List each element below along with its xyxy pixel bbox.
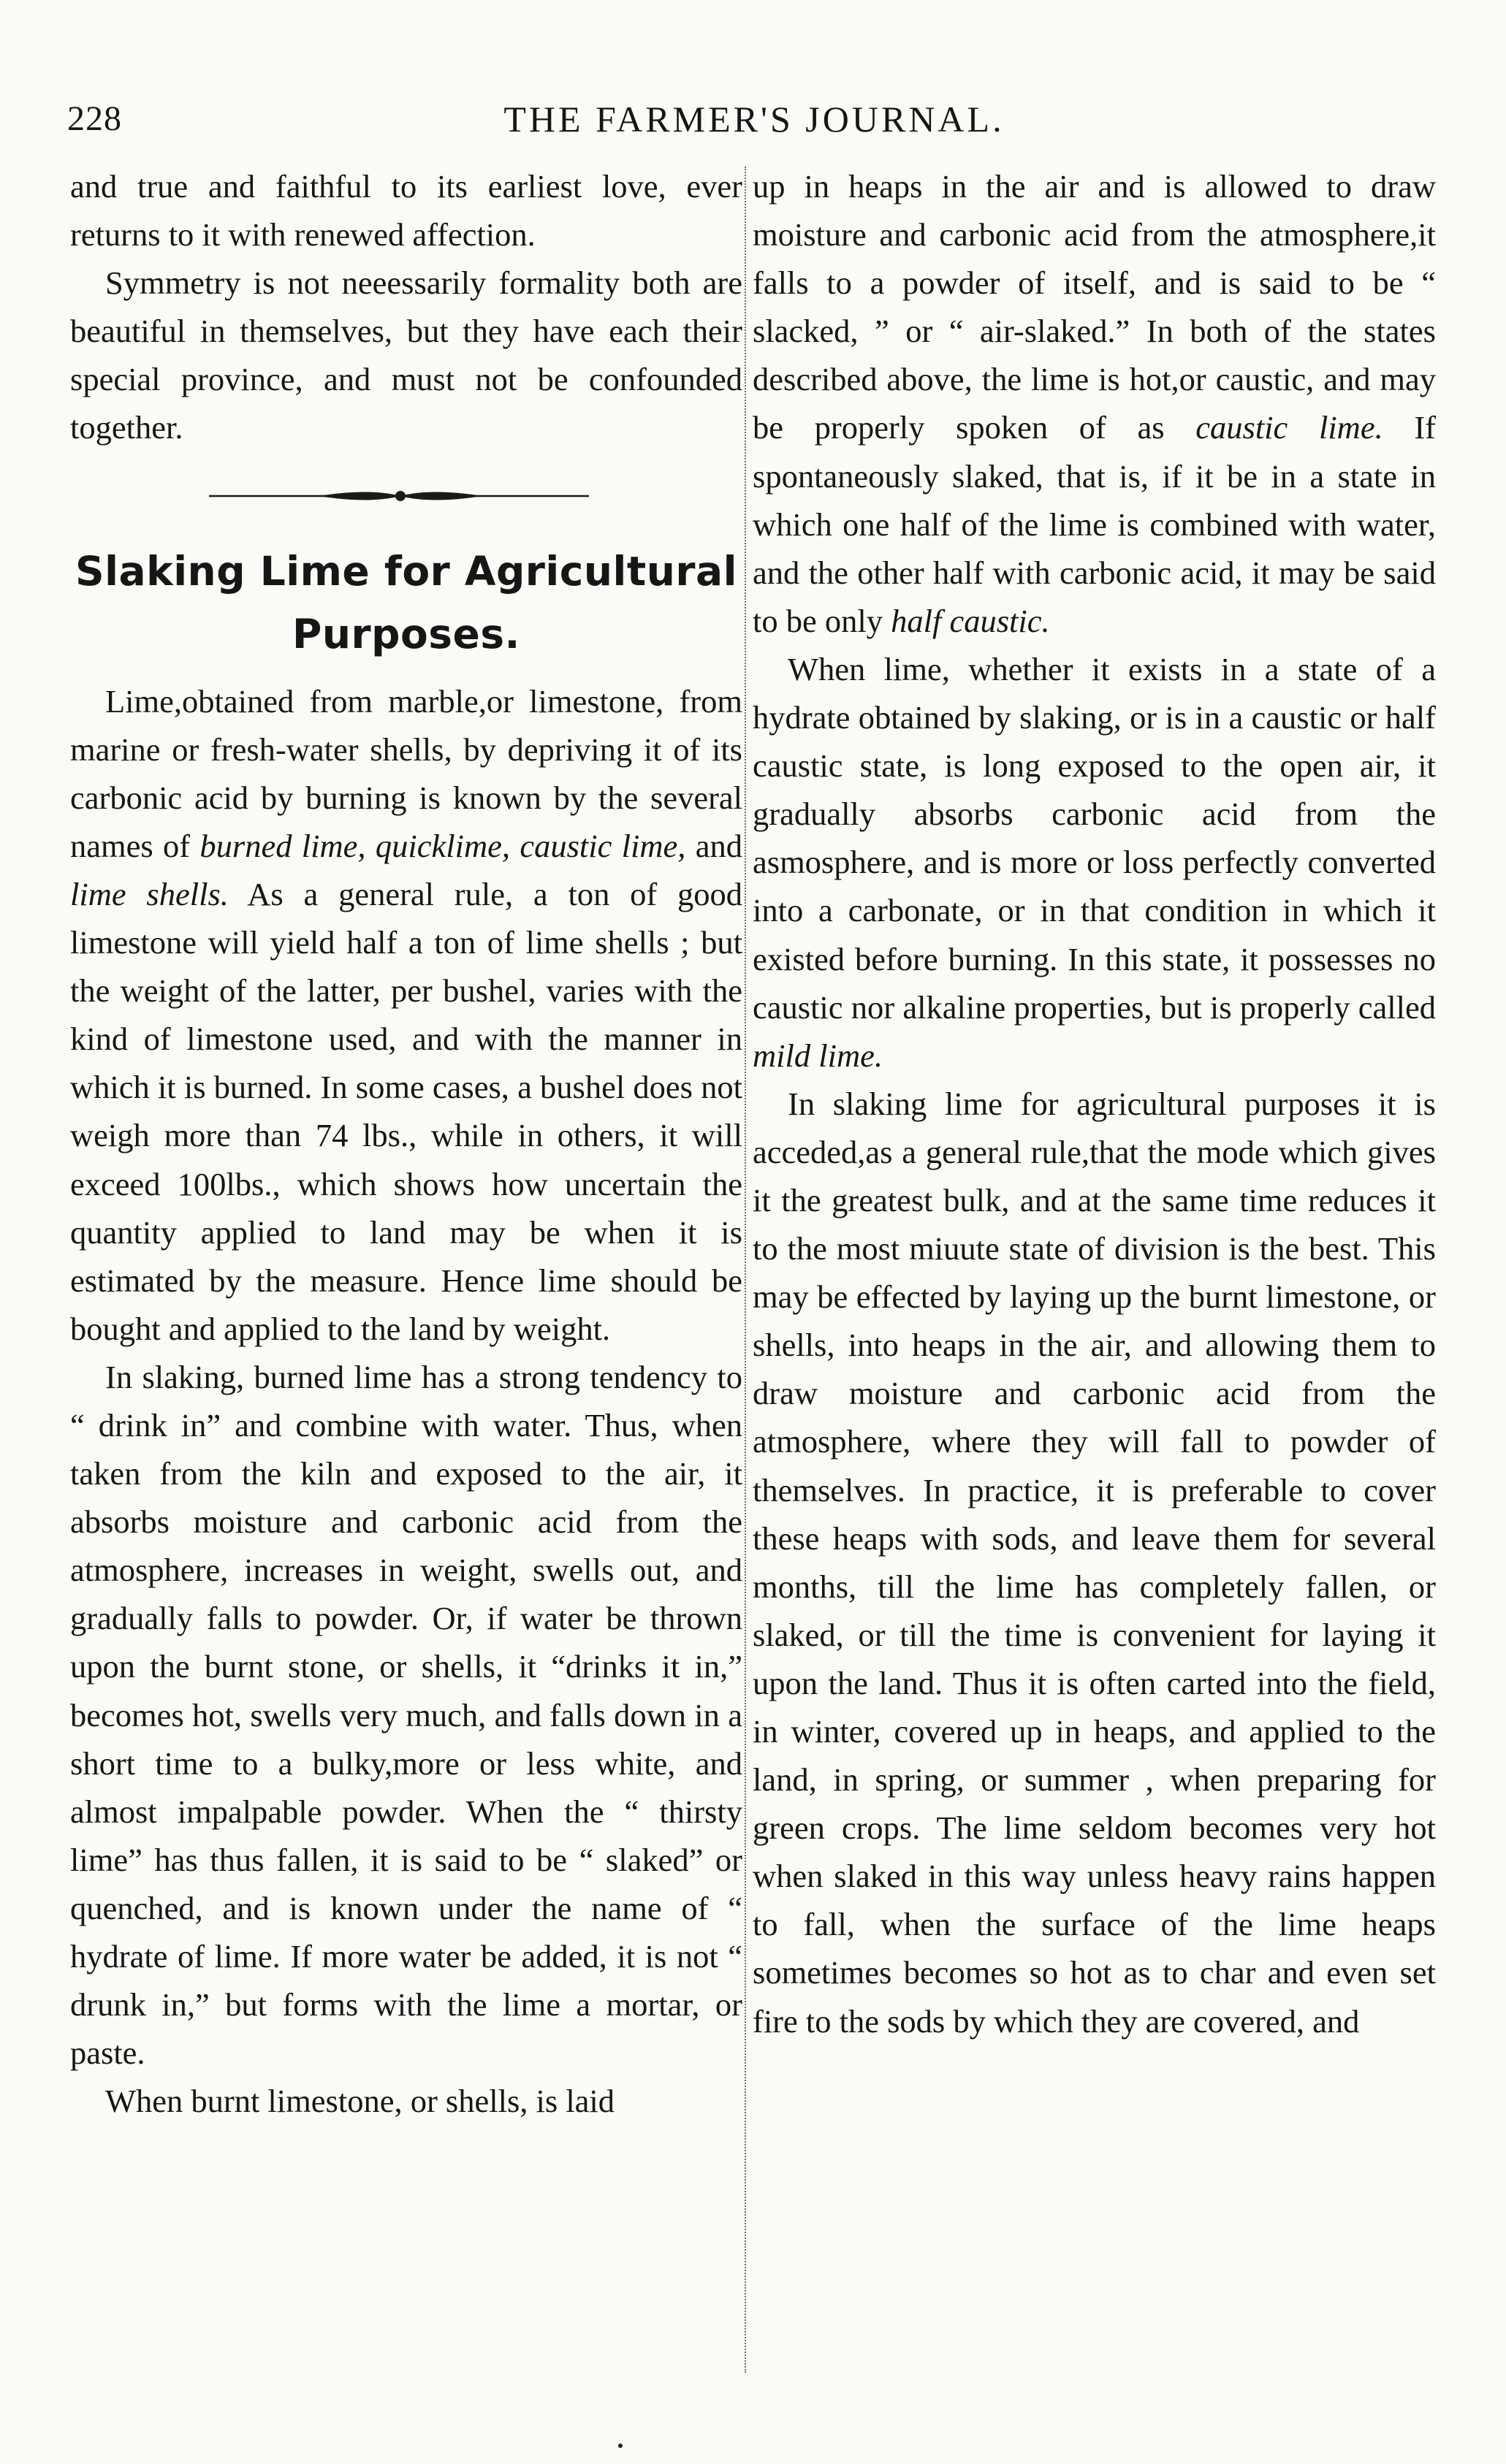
text-run: As a general rule, a ton of good limestone will yield half a ton of lime shells ; but the weight of the latter, per bushel, varies with the kind of limestone used, and with the manner in which it is burned. In some cases, a bushel does not weigh more than 74 lbs., while in others, it will exceed 100lbs., which shows how uncertain the quantity applied to land may be when it is estimated by the measure. Hence lime should be bought and applied to the land by weight.	[70, 875, 743, 1347]
page-header	[67, 94, 1441, 145]
paragraph-agricultural-slaking: In slaking lime for agricultural purposes it is acceded,as a general rule,that the mode which gives it the greatest bulk, and at the same time reduces it to the most miuute state of division is the best. This may be effected by laying up the burnt limestone, or shells, into heaps in the air, and allowing them to draw moisture and carbonic acid from the atmosphere, where they will fall to powder of themselves. In practice, it is preferable to cover these heaps with sods, and leave them for several months, till the lime has completely fallen, or slaked, or till the time is convenient for laying it upon the land. Thus it is often carted into the field, in winter, covered up in heaps, and applied to the land, in spring, or summer , when preparing for green crops. The lime seldom becomes very hot when slaked in this way unless heavy rains happen to fall, when the surface of the lime heaps sometimes becomes so hot as to char and even set fire to the sods by which they are covered, and	[753, 1085, 1436, 2040]
text-run: If spontaneously slaked, that is, if it be in a state in which one half of the lime is combined with water, and the other half with carbonic acid, it may be said to be only	[753, 409, 1436, 639]
page-number: 228	[67, 99, 122, 138]
section-title-line-2: Purposes.	[292, 610, 520, 657]
section-title	[70, 540, 742, 665]
column-divider	[745, 167, 746, 2373]
paragraph-mild-lime	[753, 645, 1436, 1080]
section-divider-ornament	[70, 452, 742, 540]
left-column	[70, 162, 742, 2125]
text-run: Lime,obtained from marble,or limestone, from marine or fresh-water shells, by depriving it of its carbonic acid by burning is known by the several names of	[70, 682, 742, 864]
paragraph-air-slaked	[753, 162, 1436, 645]
text-run: When lime, whether it exists in a state of a hydrate obtained by slaking, or is in a caustic or half caustic state, is long exposed to the open air, it gradually absorbs carbonic acid from the asmosphere, and is more or loss perfectly converted into a carbonate, or in that condition in which it existed before burning. In this state, it possesses no caustic nor alkaline properties, but is properly called	[753, 650, 1436, 1026]
print-speck	[618, 2444, 623, 2448]
term-burned-lime: burned lime,	[199, 827, 366, 864]
running-title: THE FARMER'S JOURNAL.	[503, 99, 1005, 140]
paragraph-symmetry: Symmetry is not neeessarily formality both are beautiful in themselves, but they have each their special province, and must not be confounded together.	[70, 264, 742, 446]
term-half-caustic: half caustic.	[891, 602, 1050, 639]
text-run: and	[695, 827, 743, 864]
term-quicklime: quicklime,	[375, 827, 510, 864]
term-caustic-lime-2: caustic lime.	[1195, 409, 1383, 446]
divider-rule-icon	[209, 481, 589, 511]
paragraph-slaking: In slaking, burned lime has a strong tendency to “ drink in” and combine with water. Thus, when taken from the kiln and exposed to the air, it absorbs moisture and carbonic acid from the atmosphere, increases in weight, swells out, and gradually falls to powder. Or, if water be thrown upon the burnt stone, or shells, it “drinks it in,” becomes hot, swells very much, and falls down in a short time to a bulky,more or less white, and almost impalpable powder. When the “ thirsty lime” has thus fallen, it is said to be “ slaked” or quenched, and is known under the name of “ hydrate of lime. If more water be added, it is not “ drunk in,” but forms with the lime a mortar, or paste.	[70, 1358, 742, 2072]
section-title-line-1: Slaking Lime for Agricultural	[75, 547, 737, 595]
paragraph-continuation: and true and faithful to its earliest love, ever returns to it with renewed affection.	[70, 168, 742, 253]
paragraph-burnt-limestone: When burnt limestone, or shells, is laid	[105, 2083, 615, 2120]
term-lime-shells: lime shells.	[70, 875, 229, 912]
paragraph-lime-names	[70, 677, 742, 1353]
term-caustic-lime: caustic lime,	[520, 827, 686, 864]
text-run: up in heaps in the air and is allowed to draw moisture and carbonic acid from the atmosphere,it falls to a powder of itself, and is said to be “ slacked, ” or “ air-slaked.” In both of the states described above, the lime is hot,or caustic, and may be properly spoken of as	[753, 168, 1436, 446]
term-mild-lime: mild lime.	[753, 1037, 883, 1074]
right-column	[753, 162, 1436, 2045]
